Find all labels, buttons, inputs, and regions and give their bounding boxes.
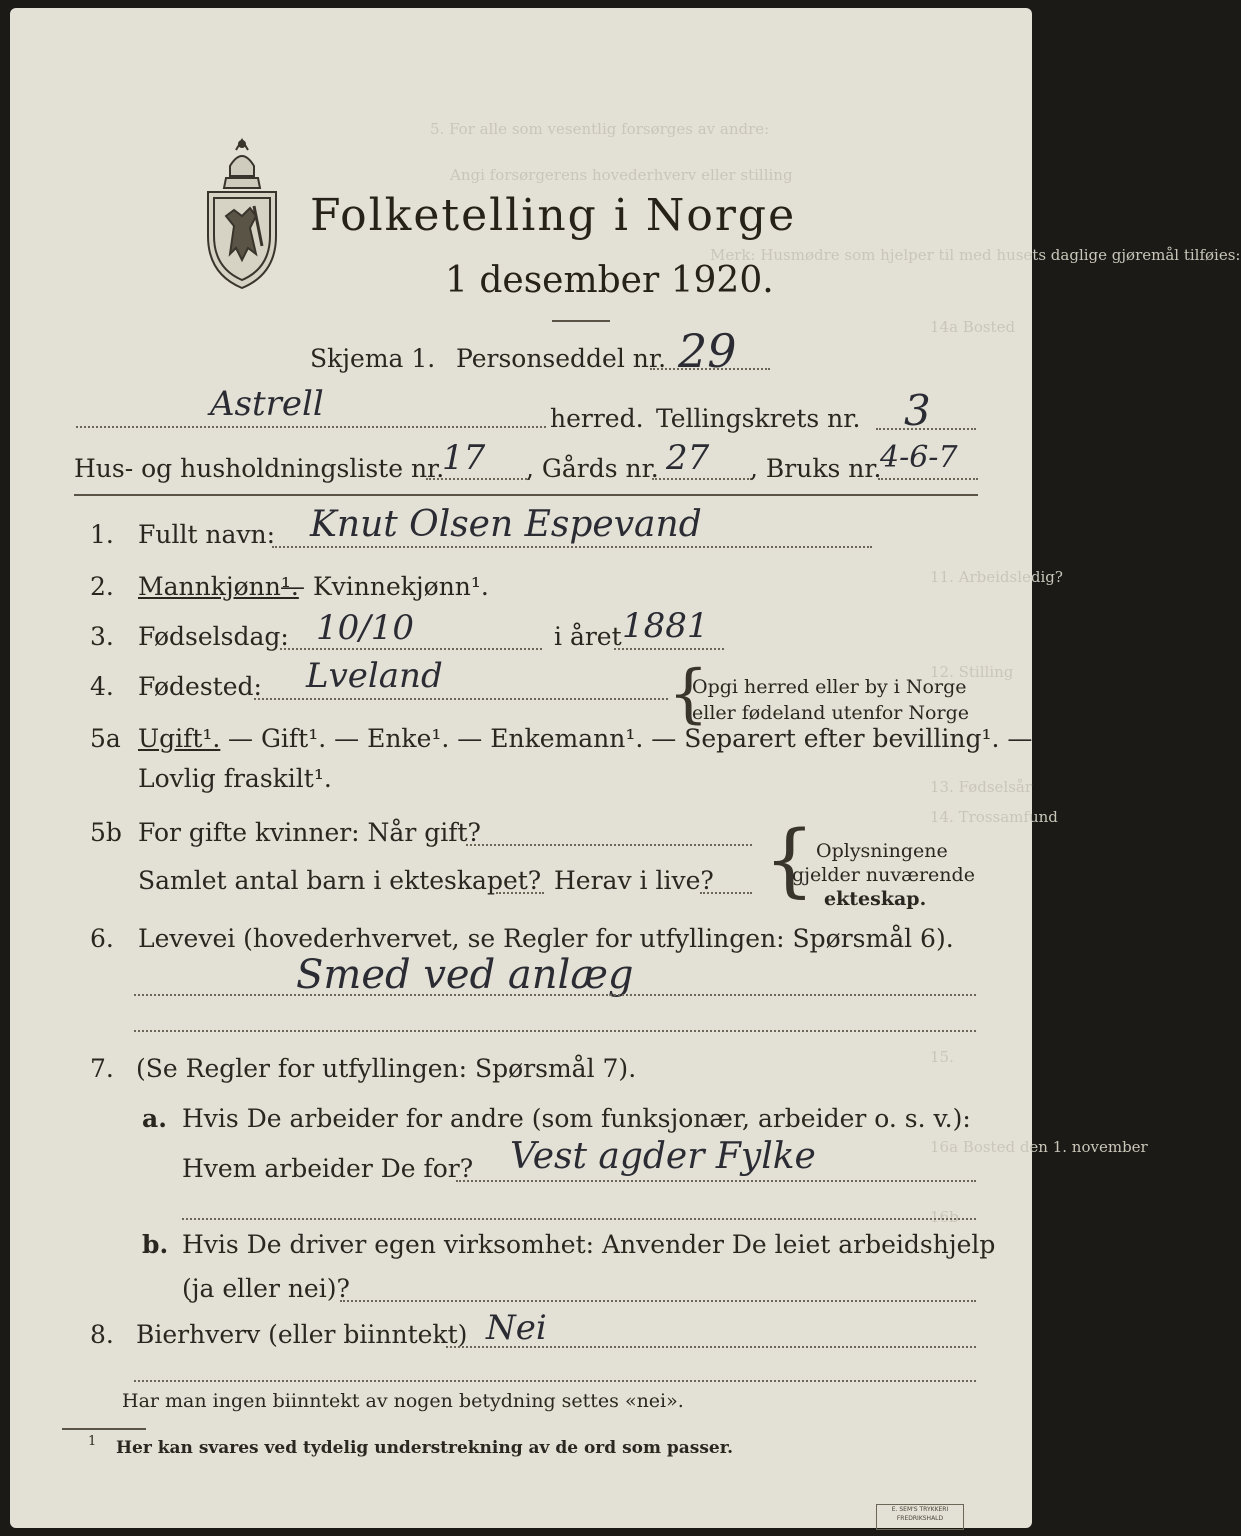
herred-label: herred.: [550, 404, 644, 433]
q7a-number: a.: [142, 1104, 167, 1133]
hus-label: Hus- og husholdningsliste nr.: [74, 454, 445, 483]
census-form-page: [10, 8, 1241, 1528]
q5b-line-3: [700, 892, 752, 894]
footnote-text: Her kan svares ved tydelig understrekning av de ord som passer.: [116, 1438, 734, 1458]
gards-value: 27: [666, 438, 710, 478]
employer-value: Vest agder Fylke: [510, 1136, 816, 1177]
q7b-number: b.: [142, 1230, 169, 1259]
marital-options: — Gift¹. — Enke¹. — Enkemann¹. — Separert efter bevilling¹. —: [228, 724, 1033, 753]
footnote-number: 1: [88, 1434, 97, 1449]
q6-label: Levevei (hovederhvervet, se Regler for utfyllingen: Spørsmål 6).: [138, 924, 954, 953]
hus-line: [426, 478, 530, 480]
bleed-text: Merk: Husmødre som hjelper til med husets daglige gjøremål tilføies:: [710, 246, 1241, 264]
q5b-children: Samlet antal barn i ekteskapet?: [138, 866, 542, 895]
side-income-value: Nei: [486, 1308, 547, 1348]
q7b-line-1: Hvis De driver egen virksomhet: Anvender De leiet arbeidshjelp: [182, 1230, 996, 1259]
tellingskrets-label: Tellingskrets nr.: [656, 404, 861, 433]
q2-number: 2.: [90, 572, 114, 601]
bruks-label: , Bruks nr.: [750, 454, 882, 483]
bleed-text: 16a Bosted den 1. november: [930, 1138, 1148, 1156]
herred-line: [76, 426, 546, 428]
q5b-married-when: For gifte kvinner: Når gift?: [138, 818, 481, 847]
male-option: Mannkjønn¹.: [138, 572, 299, 601]
q4-label: Fødested:: [138, 672, 262, 701]
q4-number: 4.: [90, 672, 114, 701]
gards-label: , Gårds nr.: [526, 454, 659, 483]
bleed-text: 15.: [930, 1048, 954, 1066]
bruks-line: [878, 478, 978, 480]
personseddel-label: Personseddel nr.: [456, 344, 667, 373]
q3-label: Fødselsdag:: [138, 622, 289, 651]
q4-line: [254, 698, 668, 700]
bleed-text: 5. For alle som vesentlig forsørges av andre:: [430, 120, 770, 138]
q4-note-2: eller fødeland utenfor Norge: [692, 702, 969, 724]
coat-of-arms-icon: [200, 136, 284, 294]
bleed-text: 12. Stilling: [930, 663, 1014, 681]
occupation-value: Smed ved anlæg: [296, 952, 634, 998]
schema-label: Skjema 1.: [310, 344, 436, 373]
q4-brace: {: [668, 657, 709, 731]
q5a-number: 5a: [90, 724, 121, 753]
page-title: Folketelling i Norge: [310, 190, 797, 241]
footnote-divider: [62, 1428, 146, 1430]
q7b-line: [340, 1300, 976, 1302]
q1-label: Fullt navn:: [138, 520, 276, 549]
q7a-line-extra: [182, 1218, 976, 1220]
q7a-line-1: Hvis De arbeider for andre (som funksjonær, arbeider o. s. v.):: [182, 1104, 971, 1133]
census-date: 1 desember 1920.: [445, 260, 774, 301]
herred-value: Astrell: [210, 384, 324, 424]
q1-number: 1.: [90, 520, 114, 549]
printer-stamp: [876, 1504, 964, 1530]
q7a-line-2: Hvem arbeider De for?: [182, 1154, 474, 1183]
female-option: — Kvinnekjønn¹.: [280, 572, 489, 601]
q6-line-2: [134, 1030, 976, 1032]
bleed-text: 11. Arbeidsledig?: [930, 568, 1063, 586]
bleed-text: 14. Trossamfund: [930, 808, 1058, 826]
q5b-note-2: gjelder nuværende: [792, 864, 975, 886]
year-line: [614, 648, 724, 650]
q5b-line-2: [496, 892, 544, 894]
q8-line-2: [134, 1380, 976, 1382]
q6-number: 6.: [90, 924, 114, 953]
q5b-living: Herav i live?: [554, 866, 714, 895]
title-divider: [552, 320, 610, 322]
year-label: i året: [554, 622, 622, 651]
q7b-line-2: (ja eller nei)?: [182, 1274, 350, 1303]
personseddel-value: 29: [678, 324, 737, 378]
q3-number: 3.: [90, 622, 114, 651]
q5b-brace: {: [764, 813, 815, 906]
bleed-text: 16b: [930, 1208, 959, 1226]
header-divider: [74, 494, 978, 496]
q5b-note-3: ekteskap.: [824, 888, 927, 910]
side-income-note: Har man ingen biinntekt av nogen betydning settes «nei».: [122, 1390, 684, 1412]
q7-label: (Se Regler for utfyllingen: Spørsmål 7).: [136, 1054, 637, 1083]
bruks-value: 4-6-7: [880, 440, 958, 475]
q6-line-1: [134, 994, 976, 996]
printer-stamp-line-2: FREDRIKSHALD: [896, 1515, 944, 1522]
q4-note-1: Opgi herred eller by i Norge: [692, 676, 967, 698]
tellingskrets-value: 3: [904, 386, 931, 435]
q5b-note-1: Oplysningene: [816, 840, 948, 862]
q3-line: [280, 648, 542, 650]
bleed-text: 14a Bosted: [930, 318, 1016, 336]
divorced-option: Lovlig fraskilt¹.: [138, 764, 332, 793]
full-name-value: Knut Olsen Espevand: [310, 504, 702, 545]
birthplace-value: Lveland: [306, 656, 443, 696]
bleed-text: Angi forsørgerens hovederhverv eller stilling: [450, 166, 793, 184]
q5b-number: 5b: [90, 818, 122, 847]
birth-year-value: 1881: [622, 606, 709, 646]
gards-line: [652, 478, 752, 480]
printer-stamp-line-1: E. SEM'S TRYKKERI: [891, 1506, 949, 1513]
bleed-text: 13. Fødselsår: [930, 778, 1033, 796]
unmarried-option: Ugift¹.: [138, 724, 221, 753]
q8-number: 8.: [90, 1320, 114, 1349]
q1-line: [272, 546, 872, 548]
birthdate-value: 10/10: [316, 608, 414, 648]
q8-label: Bierhverv (eller biinntekt): [136, 1320, 468, 1349]
q7a-line: [456, 1180, 976, 1182]
q7-number: 7.: [90, 1054, 114, 1083]
hus-value: 17: [442, 438, 486, 478]
q5b-line-1: [466, 844, 752, 846]
